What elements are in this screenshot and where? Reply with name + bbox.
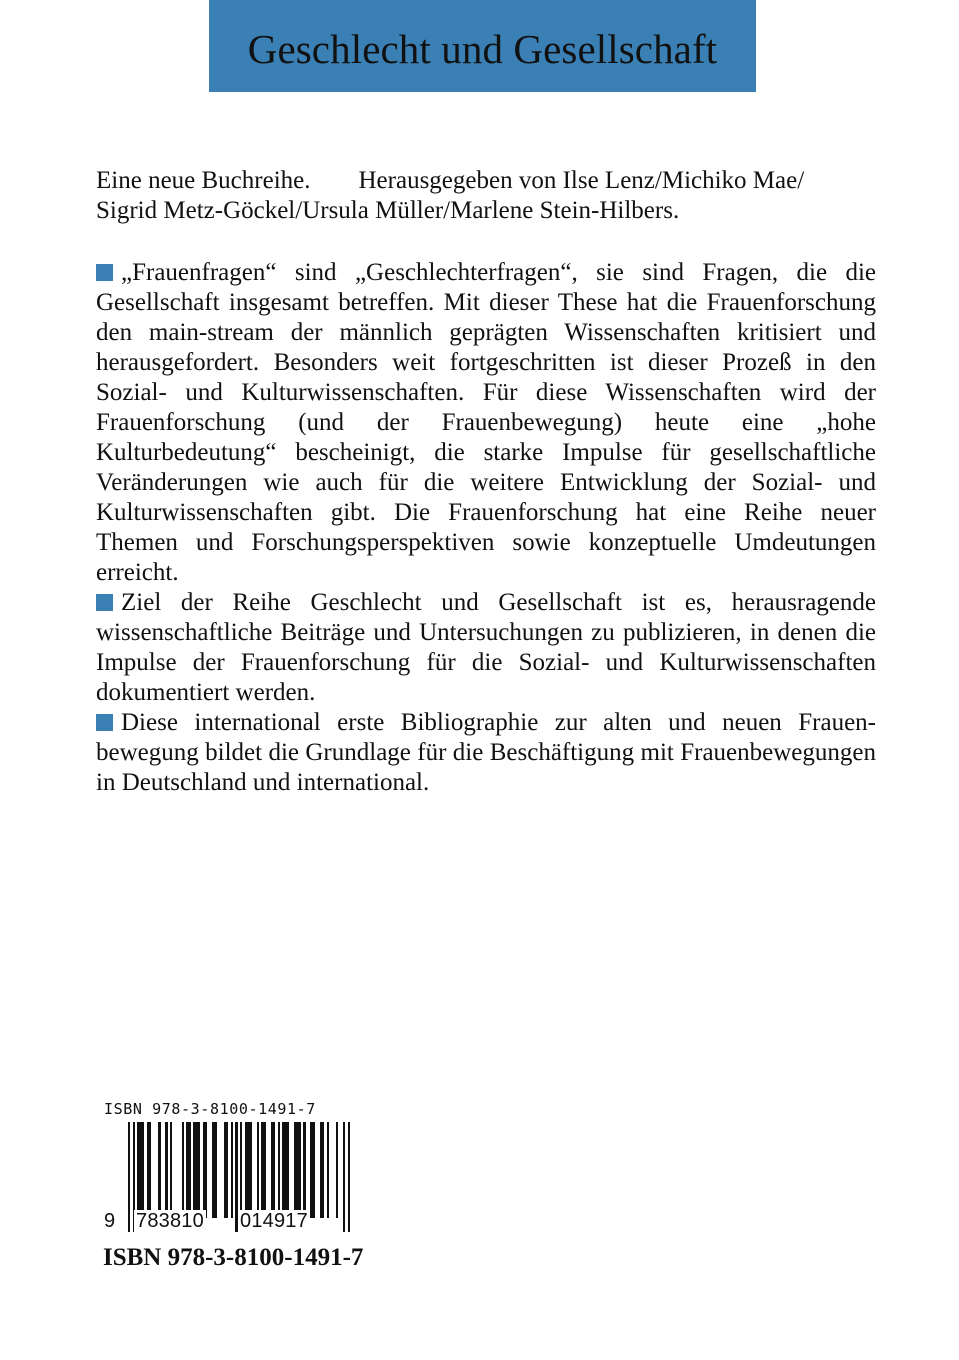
barcode-bar [310, 1122, 315, 1218]
barcode-isbn-label: ISBN 978-3-8100-1491-7 [104, 1100, 316, 1118]
intro-editors: Herausgegeben von Ilse Lenz/Michiko Mae/ [358, 167, 805, 194]
barcode-bar [186, 1122, 191, 1218]
barcode-bar [212, 1122, 217, 1218]
barcode-digits-left: 783810 [136, 1210, 204, 1232]
barcode-bar [343, 1122, 345, 1232]
barcode-bar [278, 1122, 280, 1218]
series-banner [209, 0, 756, 92]
paragraph-3-text: Diese international erste Bibliographie zur alten und neuen Frauenbewegung bildet die Grundlage für die Beschäftigung mit Frauenbewegungen in Deutschland und international. [96, 709, 876, 796]
barcode-bar [193, 1122, 200, 1218]
barcode-digits-right: 014917 [240, 1210, 308, 1232]
bullet-square-icon [96, 714, 113, 731]
bullet-square-icon [96, 264, 113, 281]
paragraph-2 [96, 588, 876, 708]
barcode-bar [261, 1122, 266, 1218]
intro-series-label: Eine neue Buchreihe. [96, 167, 311, 194]
bullet-square-icon [96, 594, 113, 611]
barcode-digit-first: 9 [104, 1210, 116, 1232]
barcode-bar [147, 1122, 152, 1218]
barcode-bar [231, 1122, 233, 1218]
series-title: Geschlecht und Gesellschaft [247, 26, 718, 72]
barcode-bar [320, 1122, 325, 1218]
barcode-bar [327, 1122, 329, 1218]
barcode-bar [257, 1122, 259, 1218]
paragraph-1-text: „Frauenfragen“ sind „Geschlechterfragen“, sie sind Fragen, die die Gesellschaft insgesamt betreffen. Mit dieser These hat die Frauenforschung den main-stream der männlich geprägten Wissenschaften kritisiert und herausgefordert. Besonders weit fortgeschritten ist dieser Prozeß in den Sozial- und Kulturwissenschaften. Für diese Wissenschaften wird der Frauenforschung (und der Frauenbewegung) heute eine „hohe Kulturbedeutung“ bescheinigt, die starke Impulse für gesellschaftliche Veränderungen wie auch für die weitere Entwicklung der Sozial- und Kulturwissenschaften gibt. Die Frauenforschung hat eine Reihe neuer Themen und Forschungsperspektiven sowie konzeptuelle Umdeutungen erreicht. [96, 259, 876, 586]
barcode-bar [245, 1122, 252, 1218]
description-text [96, 258, 876, 798]
paragraph-1 [96, 258, 876, 588]
barcode-bar [303, 1122, 305, 1218]
series-intro [96, 166, 886, 226]
barcode-bar [336, 1122, 338, 1218]
barcode-bar [294, 1122, 301, 1218]
barcode-bar [170, 1122, 172, 1218]
barcode-bar [137, 1122, 144, 1218]
barcode-bar [203, 1122, 208, 1218]
barcode-bar [128, 1122, 130, 1232]
paragraph-3 [96, 708, 876, 798]
footer-isbn: ISBN 978-3-8100-1491-7 [103, 1244, 364, 1271]
barcode-bar [282, 1122, 289, 1218]
barcode-bar [165, 1122, 167, 1218]
intro-editors-continued: Sigrid Metz-Göckel/Ursula Müller/Marlene Stein-Hilbers. [96, 197, 680, 224]
barcode-bar [158, 1122, 160, 1218]
barcode-bar [182, 1122, 184, 1218]
intro-line-1 [96, 166, 886, 196]
paragraph-2-text: Ziel der Reihe Geschlecht und Gesellschaft ist es, herausragende wissenschaftliche Beiträge und Untersuchungen zu publizieren, in denen die Impulse der Frauenforschung für die Sozial- und Kulturwissenschaften dokumentiert werden. [96, 589, 876, 706]
barcode-bar [271, 1122, 276, 1218]
barcode-bar [348, 1122, 350, 1232]
barcode-bar [224, 1122, 229, 1218]
